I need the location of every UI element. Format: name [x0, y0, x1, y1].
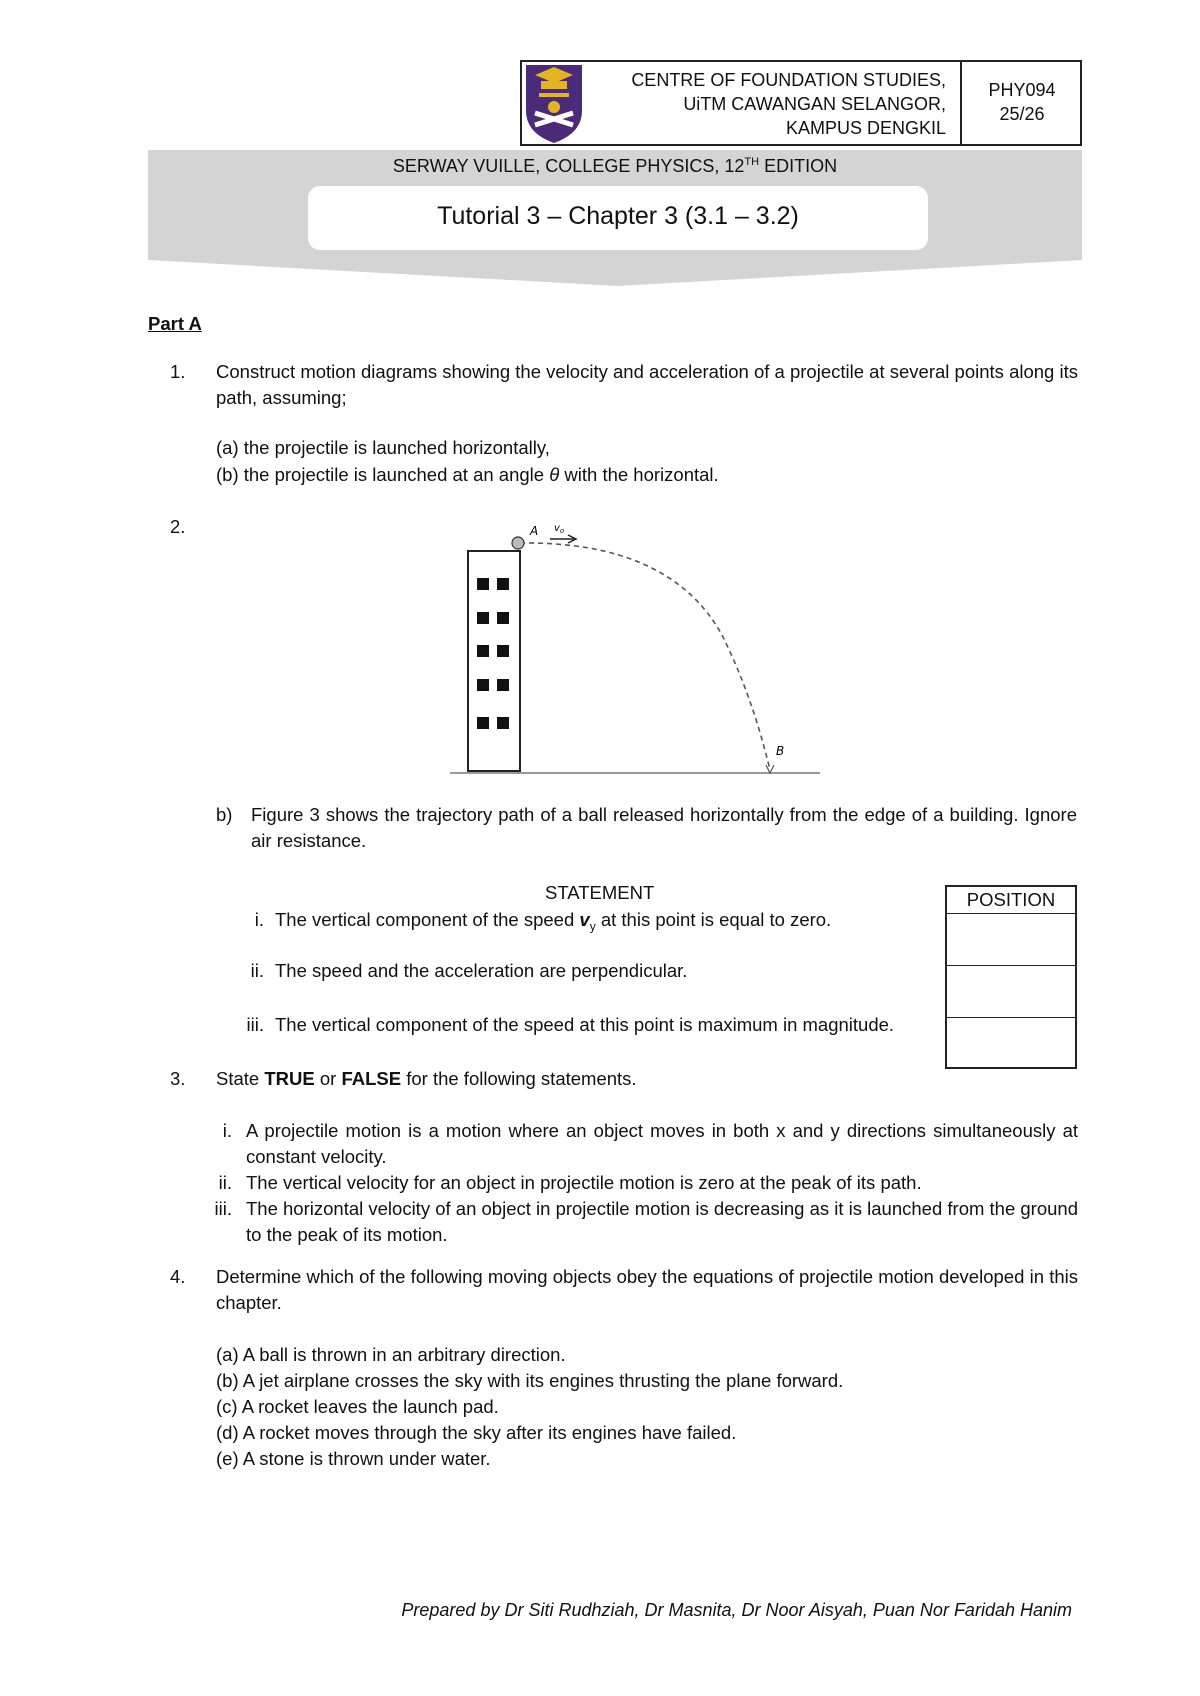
statement-1-text: The vertical component of the speed $v_y$ at this point is equal to zero. — [275, 909, 832, 934]
q2-number: 2. — [170, 516, 186, 537]
statement-3-text: The vertical component of the speed at this point is maximum in magnitude. — [275, 1014, 895, 1035]
label-v: $v_o$ — [554, 523, 565, 535]
q4-number: 4. — [170, 1266, 186, 1287]
position-cell-2[interactable] — [947, 966, 1075, 1018]
institution-line-1: CENTRE OF FOUNDATION STUDIES, — [631, 70, 946, 90]
q2-part-b-text: Figure 3 shows the trajectory path of a ball released horizontally from the edge of a building. Ignore air resistance. — [251, 804, 1077, 851]
textbook-reference: SERWAY VUILLE, COLLEGE PHYSICS, 12TH EDITION — [392, 156, 838, 176]
q4-option-b: (b) A jet airplane crosses the sky with its engines thrusting the plane forward. — [216, 1370, 844, 1391]
q3-text: State TRUE or FALSE for the following statements. — [216, 1068, 637, 1089]
q3-number: 3. — [170, 1068, 186, 1089]
q1-option-a: (a) the projectile is launched horizontally, — [216, 437, 550, 458]
q3-item-1-text: A projectile motion is a motion where an object moves in both x and y directions simultaneously at constant velocity. — [246, 1120, 1078, 1167]
footer-credits: Prepared by Dr Siti Rudhziah, Dr Masnita, Dr Noor Aisyah, Puan Nor Faridah Hanim — [401, 1600, 1072, 1620]
q4-option-a: (a) A ball is thrown in an arbitrary direction. — [216, 1344, 566, 1365]
tutorial-title: Tutorial 3 – Chapter 3 (3.1 – 3.2) — [437, 202, 799, 230]
label-a: A — [530, 524, 539, 538]
q2-part-b-label: b) — [216, 804, 233, 825]
statement-header: STATEMENT — [545, 882, 655, 903]
trajectory-path — [520, 543, 770, 770]
q4-option-d: (d) A rocket moves through the sky after its engines have failed. — [216, 1422, 737, 1443]
label-b: B — [776, 744, 785, 758]
position-cell-1[interactable] — [947, 914, 1075, 966]
ball — [512, 537, 524, 549]
statement-1-number: i. — [254, 909, 264, 930]
q4-option-e: (e) A stone is thrown under water. — [216, 1448, 491, 1469]
uitm-logo — [521, 61, 587, 145]
statement-3-number: iii. — [246, 1014, 264, 1035]
q3-item-2-number: ii. — [218, 1172, 232, 1193]
building — [468, 551, 520, 771]
statement-2-text: The speed and the acceleration are perpendicular. — [275, 960, 688, 981]
part-label: Part A — [148, 313, 202, 334]
q4-option-c: (c) A rocket leaves the launch pad. — [216, 1396, 499, 1417]
session: 25/26 — [999, 104, 1045, 124]
q1-number: 1. — [170, 361, 186, 382]
q1-text: Construct motion diagrams showing the velocity and acceleration of a projectile at several points along its path, assuming; — [216, 361, 1078, 408]
institution-name — [586, 68, 946, 140]
position-cell-3[interactable] — [947, 1018, 1075, 1069]
q3-item-3-number: iii. — [214, 1198, 232, 1219]
position-table — [945, 885, 1077, 1069]
position-header: POSITION — [947, 887, 1075, 914]
q3-item-1-number: i. — [222, 1120, 232, 1141]
projectile-figure — [450, 515, 830, 780]
course-code: PHY094 — [988, 80, 1056, 100]
q1-option-b: (b) the projectile is launched at an angle θ with the horizontal. — [216, 464, 719, 485]
q3-item-2-text: The vertical velocity for an object in projectile motion is zero at the peak of its path. — [246, 1172, 922, 1193]
statement-2-number: ii. — [250, 960, 264, 981]
q3-item-3-text: The horizontal velocity of an object in projectile motion is decreasing as it is launched from the ground to the peak of its motion. — [246, 1198, 1078, 1245]
institution-line-2: UiTM CAWANGAN SELANGOR, — [683, 94, 946, 114]
course-code-block — [962, 78, 1082, 126]
institution-line-3: KAMPUS DENGKIL — [785, 118, 946, 138]
trajectory-arrowhead — [766, 765, 774, 773]
q4-text: Determine which of the following moving objects obey the equations of projectile motion developed in this chapter. — [216, 1266, 1078, 1313]
